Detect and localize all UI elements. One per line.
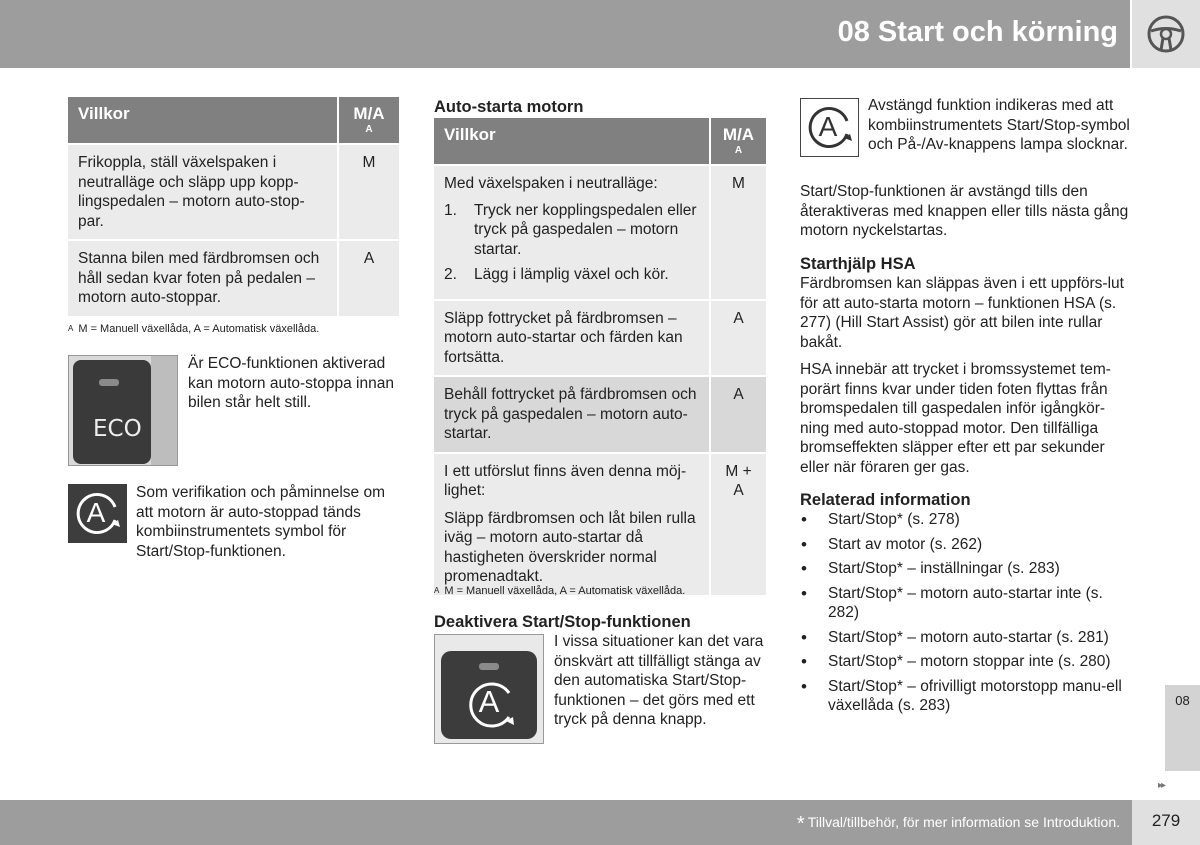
page-header (0, 0, 1130, 68)
deactivate-text: I vissa situationer kan det vara önskvärt att tillfälligt stänga av den automatiska Start/Stop-funktionen – det görs med ett tryck på denna knapp. (554, 633, 764, 728)
auto-icon-box: A (68, 484, 127, 543)
related-link[interactable]: • Start/Stop* – inställningar (s. 283) (800, 559, 1132, 579)
conditions-table-auto-stop (68, 97, 399, 316)
related-heading: Relaterad information (800, 491, 971, 509)
page-number-box (1132, 800, 1200, 845)
table-row: Frikoppla, ställ växelspaken i neutralläge och släpp upp kopp-lingspedalen – motorn auto-stop-par. M (68, 144, 399, 240)
related-link[interactable]: • Start/Stop* – motorn auto-startar (s. 281) (800, 628, 1132, 648)
eco-button-image (68, 355, 178, 466)
list-item: 2. Lägg i lämplig växel och kör. (444, 266, 669, 283)
off-state-text: Start/Stop-funktionen är avstängd tills den återaktiveras med knappen eller tills nästa gång motorn nyckelstartas. (800, 183, 1129, 239)
related-link[interactable]: • Start/Stop* – motorn stoppar inte (s. 280) (800, 652, 1132, 672)
table-row: Stanna bilen med färdbromsen och håll sedan kvar foten på pedalen – motorn auto-stoppar. A (68, 240, 399, 316)
footer-note: * Tillval/tillbehör, för mer information se Introduktion. (796, 813, 1120, 835)
chapter-title: 08 Start och körning (837, 16, 1118, 48)
table-footnote: $^A$ M = Manuell växellåda, A = Automatisk växellåda. (68, 323, 320, 335)
related-link[interactable]: • Start/Stop* – motorn auto-startar inte (s. 282) (800, 584, 1132, 623)
off-indicator-text: Avstängd funktion indikeras med att kombiinstrumentets Start/Stop-symbol och På-/Av-knappens lampa slocknar. (868, 97, 1130, 153)
related-link[interactable]: • Start/Stop* (s. 278) (800, 510, 1132, 530)
table-row: Behåll fottrycket på färdbromsen och tryck på gaspedalen – motorn auto-startar. A (434, 376, 766, 453)
chapter-side-tab[interactable]: 08 (1165, 685, 1200, 771)
related-links-list (800, 510, 1132, 721)
eco-label: ECO (93, 416, 142, 442)
related-link[interactable]: • Start/Stop* – ofrivilligt motorstopp manu-ell växellåda (s. 283) (800, 677, 1132, 716)
conditions-table-auto-start (434, 118, 766, 595)
eco-text: Är ECO-funktionen aktiverad kan motorn auto-stoppa innan bilen står helt still. (188, 355, 394, 411)
table-footnote: $^A$ M = Manuell växellåda, A = Automatisk växellåda. (434, 585, 686, 597)
deactivate-heading: Deaktivera Start/Stop-funktionen (434, 613, 691, 631)
auto-start-heading: Auto-starta motorn (434, 98, 584, 116)
hsa-heading: Starthjälp HSA (800, 255, 916, 273)
step-list (444, 201, 699, 285)
table-header-conditions: Villkor (434, 118, 710, 165)
steering-wheel-icon (1146, 14, 1186, 54)
eco-button-icon (69, 356, 177, 465)
hsa-paragraph-1: Färdbromsen kan släppas även i ett uppförs-lut för att auto-starta motorn – funktionen HSA (s. 277) (Hill Start Assist) gör att bilen inte rullar bakåt. (800, 275, 1124, 351)
next-page-arrows-icon[interactable]: ▸▸ (1158, 780, 1165, 791)
table-row: I ett utförslut finns även denna möj-lighet: Släpp färdbromsen och låt bilen rulla iväg – motorn auto-startar då hastigheten överskrider normal promenadtakt. M + A (434, 453, 766, 595)
table-header-ma: M/A A (338, 97, 399, 144)
start-stop-button-image: A (434, 634, 544, 744)
list-item: 1. Tryck ner kopplingspedalen eller tryck på gaspedalen – motorn startar. (444, 201, 697, 258)
table-header-ma: M/A A (710, 118, 766, 165)
table-row: Släpp fottrycket på färdbromsen – motorn auto-startar och färden kan fortsätta. A (434, 300, 766, 377)
auto-icon-outline-box: A (800, 98, 859, 157)
table-row: Med växelspaken i neutralläge: 1. Tryck ner kopplingspedalen eller tryck på gaspedalen – motorn startar. 2. Lägg i lämplig växel och kör. M (434, 165, 766, 300)
chapter-icon-box (1132, 0, 1200, 68)
page-number: 279 (1151, 811, 1181, 830)
related-link[interactable]: • Start av motor (s. 262) (800, 535, 1132, 555)
table-header-conditions: Villkor (68, 97, 338, 144)
page-footer (0, 800, 1132, 845)
hsa-paragraph-2: HSA innebär att trycket i bromssystemet tem-porärt finns kvar under tiden foten flyttas från bromspedalen till gaspedalen inför igångkör-ning med auto-stoppad motor. Den tillfälliga bromseffekten släpper efter ett par sekunder eller när föraren ger gas. (800, 361, 1111, 476)
verify-text: Som verifikation och påminnelse om att motorn är auto-stoppad tänds kombiinstrumentets symbol för Start/Stop-funktionen. (136, 484, 385, 560)
